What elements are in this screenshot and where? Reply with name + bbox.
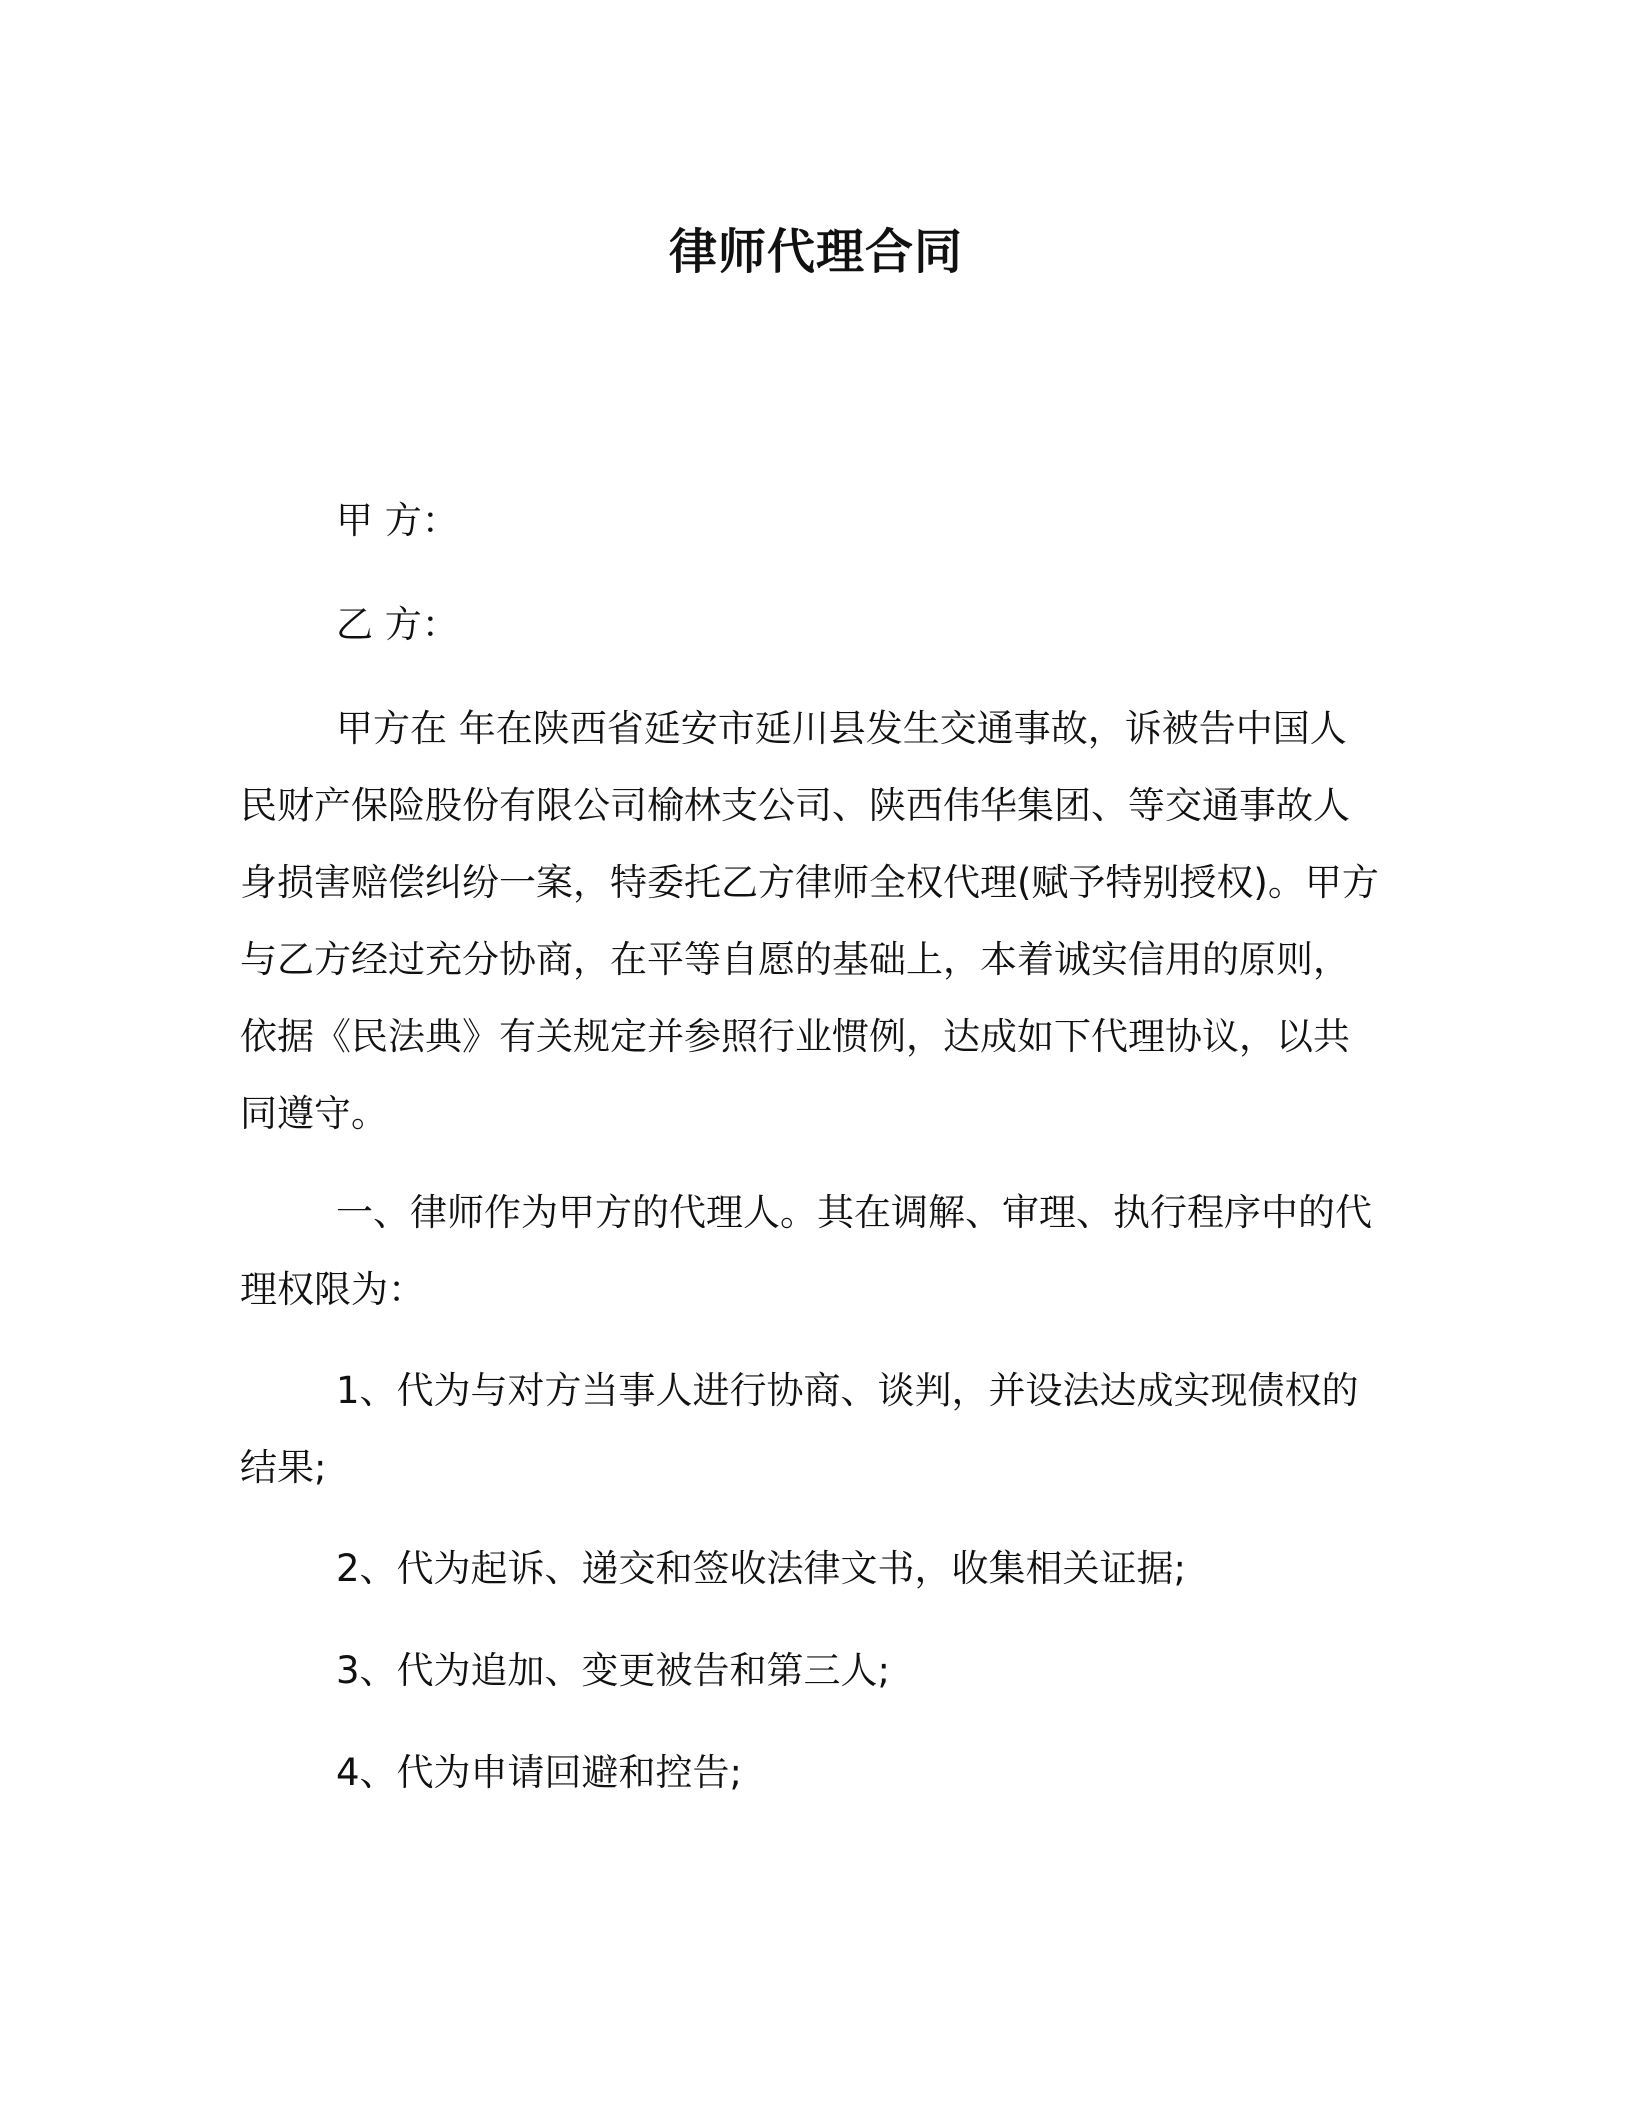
section-1-heading: 一、律师作为甲方的代理人。其在调解、审理、执行程序中的代理权限为： [240, 1191, 1372, 1311]
list-item: 4、代为申请回避和控告; [336, 1751, 743, 1794]
list-item: 3、代为追加、变更被告和第三人; [336, 1649, 891, 1692]
party-b-label: 乙 方： [336, 603, 459, 646]
list-item: 1、代为与对方当事人进行协商、谈判，并设法达成实现债权的结果; [240, 1369, 1359, 1489]
party-a-label: 甲 方： [336, 499, 459, 542]
document-title: 律师代理合同 [668, 224, 963, 280]
list-item: 2、代为起诉、递交和签收法律文书，收集相关证据; [336, 1547, 1187, 1590]
intro-paragraph: 甲方在 年在陕西省延安市延川县发生交通事故，诉被告中国人民财产保险股份有限公司榆林支公司、陕西伟华集团、等交通事故人身损害赔偿纠纷一案，特委托乙方律师全权代理(赋予特别授权)。甲方与乙方经过充分协商，在平等自愿的基础上，本着诚实信用的原则，依据《民法典》有关规定并参照行业惯例，达成如下代理协议，以共同遵守。 [240, 707, 1379, 1135]
